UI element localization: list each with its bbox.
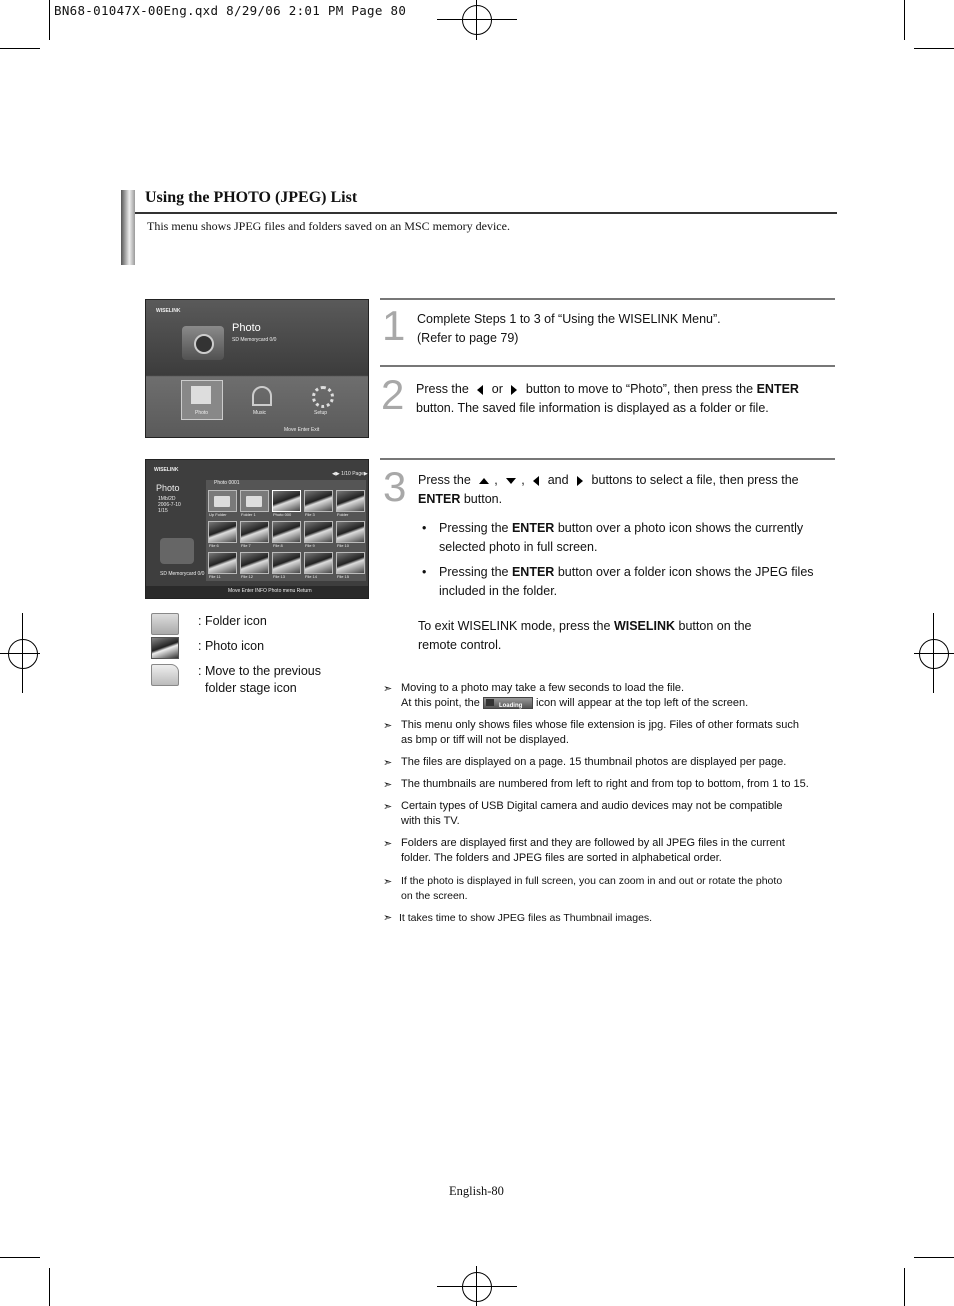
crop-mark (904, 0, 905, 40)
thumbnail-label: Photo 000 (273, 512, 292, 517)
note-text: as bmp or tiff will not be displayed. (401, 734, 569, 746)
folder-icon (151, 613, 179, 635)
photo-icon (151, 637, 179, 659)
note-item: The files are displayed on a page. 15 thumbnail photos are displayed per page. (401, 756, 787, 768)
note-item: It takes time to show JPEG files as Thumbnail images. (399, 912, 653, 924)
thumbnail-photo (336, 552, 365, 574)
right-arrow-icon (577, 476, 583, 486)
registration-mark (476, 0, 477, 40)
step-2-text-a: Press the (416, 382, 469, 396)
step-rule (380, 458, 835, 460)
photo-menu-label: Photo (195, 410, 209, 416)
registration-mark (462, 5, 492, 35)
step-3-text (418, 471, 799, 508)
thumbnail-photo (336, 521, 365, 543)
note-arrow-icon: ➣ (383, 720, 393, 732)
loading-icon (483, 697, 533, 709)
wiselink-keyword: WISELINK (613, 619, 676, 633)
thumbnail-up-folder (208, 490, 237, 512)
step-1-line-2: (Refer to page 79) (417, 330, 519, 345)
legend-folder-label: : Folder icon (198, 614, 267, 628)
note-arrow-icon: ➣ (383, 876, 393, 888)
headphones-icon (252, 386, 272, 406)
thumbnail-photo (304, 521, 333, 543)
right-arrow-icon (511, 385, 517, 395)
bullet-dot: • (422, 521, 427, 535)
step-number: 1 (382, 302, 406, 349)
thumbnail-label: File 3 (305, 512, 315, 517)
thumbnail-label: File 14 (305, 574, 318, 579)
thumbnail-photo-selected (272, 490, 301, 512)
enter-keyword: ENTER (418, 491, 461, 506)
registration-mark (914, 653, 954, 654)
bullet-text: Pressing the (439, 521, 509, 535)
exit-instruction (418, 617, 752, 654)
print-slug: BN68-01047X-00Eng.qxd 8/29/06 2:01 PM Page 80 (54, 3, 407, 18)
note-text: folder. The folders and JPEG files are sorted in alphabetical order. (401, 852, 722, 864)
legend-previous-label: : Move to the previous (198, 664, 321, 678)
note-text: If the photo is displayed in full screen, you can zoom in and out or rotate the photo (401, 875, 783, 887)
folder-name: Photo 0001 (214, 480, 240, 486)
thumbnail-photo (336, 490, 365, 512)
note-arrow-icon: ➣ (383, 757, 393, 769)
down-arrow-icon (506, 478, 516, 484)
comma: , (494, 473, 498, 487)
thumbnail-folder (240, 490, 269, 512)
note-item (401, 718, 799, 748)
step-1-text (417, 310, 721, 347)
section-bar (121, 190, 135, 265)
bullet-text: selected photo in full screen. (439, 539, 598, 554)
note-text: This menu only shows files whose file extension is jpg. Files of other formats such (401, 719, 800, 731)
note-item: The thumbnails are numbered from left to right and from top to bottom, from 1 to 15. (401, 778, 809, 790)
thumbnail-photo (272, 552, 301, 574)
bullet-text: button over a folder icon shows the JPEG files (557, 565, 814, 579)
thumbnail-photo (240, 552, 269, 574)
note-item (401, 799, 783, 829)
thumbnail-label: File 7 (241, 543, 251, 548)
note-arrow-icon: ➣ (383, 838, 393, 850)
note-text: Moving to a photo may take a few seconds to load the file. (401, 682, 685, 694)
registration-mark (933, 613, 934, 693)
note-text: on the screen. (401, 890, 468, 902)
bullet-dot: • (422, 565, 427, 579)
note-text: icon will appear at the top left of the screen. (536, 697, 749, 709)
bullet-text: button over a photo icon shows the currently (557, 521, 804, 535)
page-subtitle: This menu shows JPEG files and folders saved on an MSC memory device. (147, 219, 510, 233)
photo-list-screenshot (145, 459, 369, 599)
thumbnail-label: File 10 (337, 543, 350, 548)
legend-previous-label-2: folder stage icon (205, 681, 297, 695)
file-info-date: 2006-7-10 (158, 502, 181, 508)
page-indicator: ◀▶ 1/10 Page▶ (332, 471, 368, 477)
note-text: Folders are displayed first and they are followed by all JPEG files in the current (401, 837, 785, 849)
step-2-line-2: button. The saved file information is displayed as a folder or file. (416, 400, 769, 415)
note-item (401, 836, 785, 866)
crop-mark (904, 1268, 905, 1306)
file-info-index: 1/15 (158, 508, 168, 514)
page-title: Using the PHOTO (JPEG) List (145, 189, 358, 206)
crop-mark (914, 48, 954, 49)
thumbnail-photo (240, 521, 269, 543)
menu-title: Photo (232, 322, 261, 334)
thumbnail-label: File 9 (305, 543, 315, 548)
setup-menu-label: Setup (314, 410, 328, 416)
exit-text: button on the (678, 619, 752, 633)
thumbnail-label: File 11 (209, 574, 221, 579)
crop-mark (0, 48, 40, 49)
registration-mark (437, 19, 517, 20)
registration-mark (0, 653, 40, 654)
step-rule (380, 365, 835, 367)
enter-keyword: ENTER (756, 382, 799, 396)
thumbnail-label: File 8 (273, 543, 283, 548)
help-bar: Move Enter INFO Photo menu Return (228, 588, 312, 594)
note-text: with this TV. (401, 815, 460, 827)
left-arrow-icon (533, 476, 539, 486)
legend-photo-label: : Photo icon (198, 639, 265, 653)
registration-mark (919, 639, 949, 669)
note-item (401, 681, 748, 711)
note-arrow-icon: ➣ (383, 779, 393, 791)
comma: , (521, 473, 525, 487)
crop-mark (49, 0, 50, 40)
file-info-size: 1Mb/2D (158, 496, 176, 502)
thumbnail-label: File 15 (337, 574, 350, 579)
step-3-text-b: buttons to select a file, then press the (591, 473, 799, 487)
step-number: 3 (383, 463, 407, 510)
thumbnail-label: File 6 (209, 543, 219, 548)
exit-text: remote control. (418, 637, 502, 652)
photo-icon (191, 386, 211, 404)
registration-mark (476, 1266, 477, 1306)
thumbnail-label: Folder (337, 512, 349, 517)
brand-logo: WISELINK (154, 467, 179, 473)
enter-keyword: ENTER (511, 565, 555, 579)
thumbnail-photo (304, 552, 333, 574)
page-number: English-80 (449, 1184, 504, 1198)
note-item (401, 874, 782, 904)
help-bar: Move Enter Exit (284, 427, 320, 433)
brand-logo: WISELINK (156, 308, 181, 314)
note-arrow-icon: ➣ (383, 683, 393, 695)
registration-mark (22, 613, 23, 693)
thumbnail-label: File 13 (273, 574, 286, 579)
up-arrow-icon (479, 478, 489, 484)
exit-text: To exit WISELINK mode, press the (418, 619, 611, 633)
registration-mark (462, 1272, 492, 1302)
hourglass-icon (486, 699, 494, 706)
bullet-item (422, 519, 804, 556)
thumbnail-label: Folder 1 (241, 512, 256, 517)
thumbnail-photo (208, 552, 237, 574)
step-2-text-b: or (491, 382, 503, 396)
note-text: At this point, the (401, 697, 480, 709)
gear-icon (312, 386, 334, 408)
step-2-text-c: button to move to “Photo”, then press the (525, 382, 754, 396)
step-2-text (416, 380, 799, 417)
enter-keyword: ENTER (511, 521, 555, 535)
camera-lens-icon (194, 334, 214, 354)
music-menu-label: Music (253, 410, 267, 416)
device-label: SD Memorycard 0/0 (232, 337, 277, 343)
loading-label: Loading (498, 703, 523, 710)
device-label: SD Memorycard 0/0 (160, 571, 205, 577)
step-3-text-c: button. (463, 491, 503, 506)
camera-icon (160, 538, 194, 564)
thumbnail-photo (304, 490, 333, 512)
note-arrow-icon: ➣ (383, 912, 393, 924)
step-3-text-a: Press the (418, 473, 471, 487)
step-3-and: and (547, 473, 569, 487)
bullet-text: Pressing the (439, 565, 509, 579)
step-1-line-1: Complete Steps 1 to 3 of “Using the WISELINK Menu”. (417, 312, 721, 326)
crop-mark (0, 1257, 40, 1258)
wiselink-menu-screenshot (145, 299, 369, 438)
crop-mark (914, 1257, 954, 1258)
thumbnail-photo (272, 521, 301, 543)
note-arrow-icon: ➣ (383, 801, 393, 813)
thumbnail-label: File 12 (241, 574, 254, 579)
step-rule (380, 298, 835, 300)
registration-mark (437, 1286, 517, 1287)
thumbnail-photo (208, 521, 237, 543)
previous-folder-icon (151, 664, 179, 686)
note-text: Certain types of USB Digital camera and audio devices may not be compatible (401, 800, 783, 812)
title-rule (135, 212, 837, 214)
crop-mark (49, 1268, 50, 1306)
list-title: Photo (156, 483, 180, 493)
left-arrow-icon (477, 385, 483, 395)
thumbnail-label: Up Folder (209, 512, 227, 517)
registration-mark (8, 639, 38, 669)
bullet-text: included in the folder. (439, 583, 558, 598)
bullet-item (422, 563, 814, 600)
step-number: 2 (381, 371, 405, 418)
